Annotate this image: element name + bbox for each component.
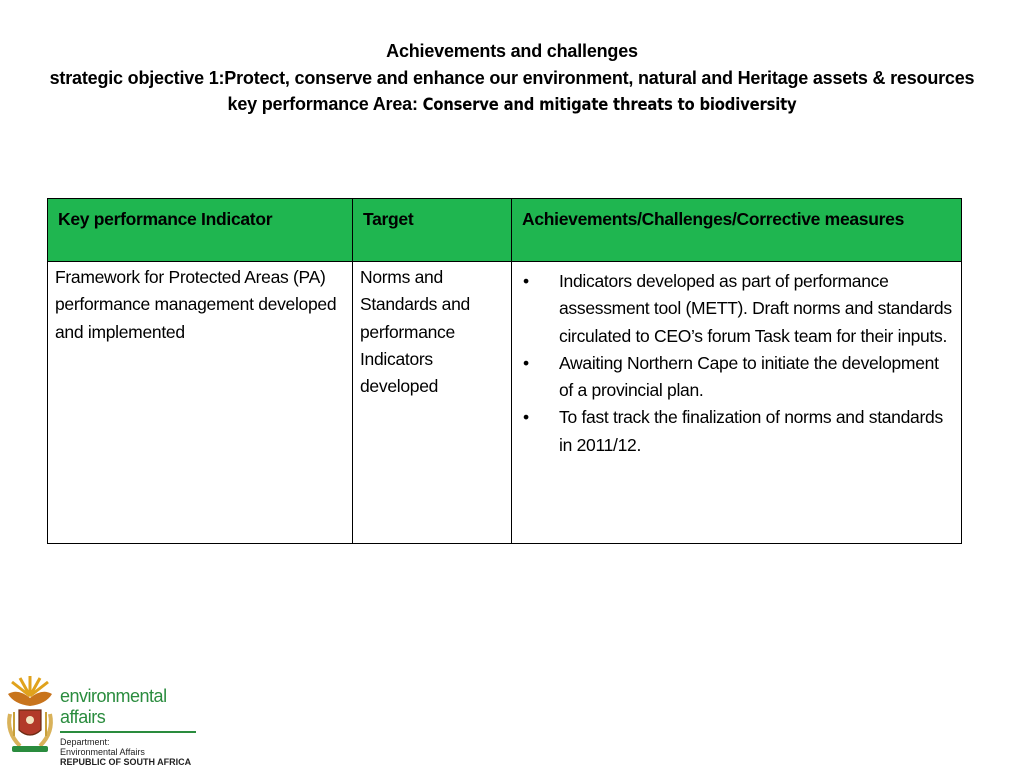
list-item: • Awaiting Northern Cape to initiate the development of a provincial plan. [519,350,954,405]
kpi-table [47,198,962,544]
slide-title: Achievements and challenges [386,41,638,61]
strategic-objective: strategic objective 1:Protect, conserve and enhance our environment, natural and Heritage assets & resources [49,67,975,88]
logo-name: environmental affairs [60,686,167,727]
table-header-row [48,199,962,262]
target-cell: Norms and Standards and performance Indicators developed [353,262,512,544]
kpa-value: Conserve and mitigate threats to biodiversity [422,95,797,114]
table-row [48,262,962,544]
column-header-achievements: Achievements/Challenges/Corrective measures [512,199,962,262]
department-line: REPUBLIC OF SOUTH AFRICA [60,757,192,767]
key-performance-area [40,91,984,119]
slide-title-block [40,38,984,119]
column-header-target: Target [353,199,512,262]
column-header-indicator: Key performance Indicator [48,199,353,262]
list-item: • Indicators developed as part of performance assessment tool (METT). Draft norms and standards circulated to CEO’s forum Task team for their inputs. [519,268,954,350]
kpa-label: key performance Area: [227,94,418,114]
achievements-cell [512,262,962,544]
department-line: Department: [60,737,110,747]
coat-of-arms-icon [2,674,58,758]
department-line: Environmental Affairs [60,747,145,757]
logo-divider [60,731,196,733]
achievements-list [519,268,954,459]
list-item: • To fast track the finalization of norms and standards in 2011/12. [519,404,954,459]
department-logo [0,672,200,767]
indicator-cell: Framework for Protected Areas (PA) performance management developed and implemented [48,262,353,544]
logo-text [60,686,200,767]
